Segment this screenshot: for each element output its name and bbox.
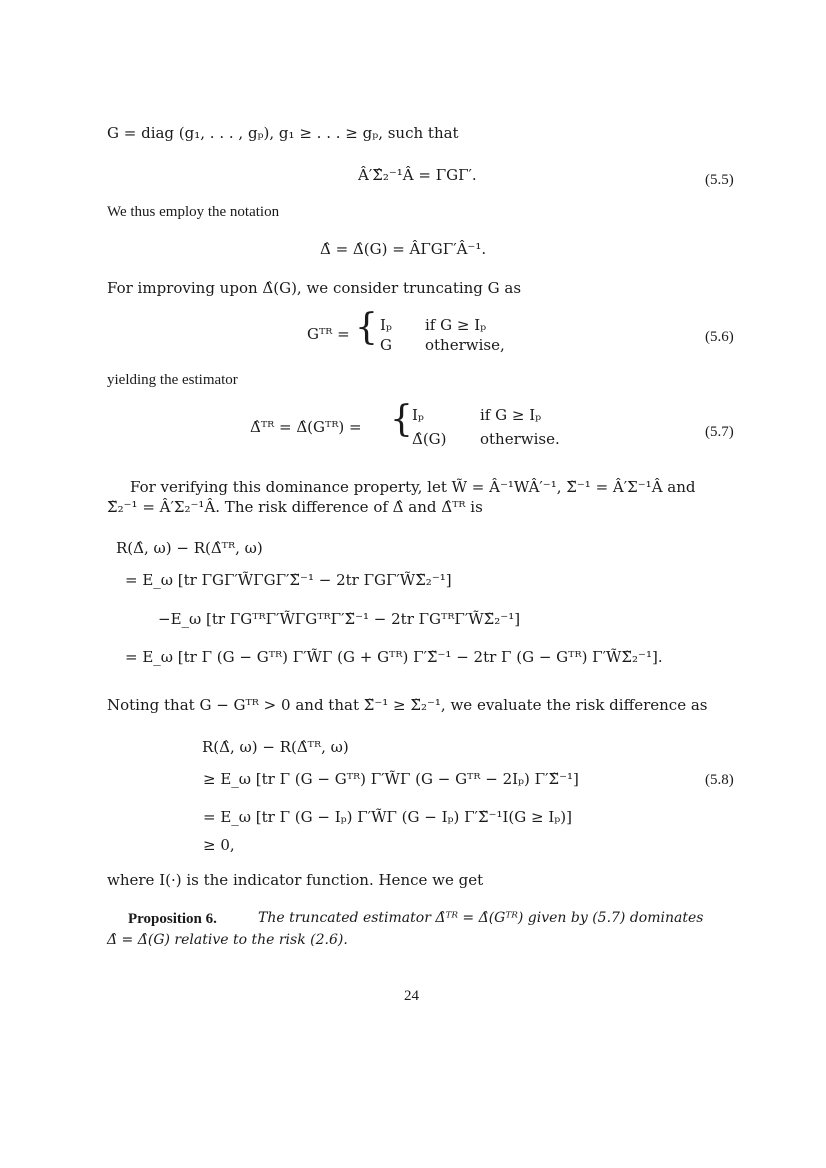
text-line-improving: For improving upon Δ̂(G), we consider truncating G as xyxy=(107,279,522,297)
text-line-verifying: For verifying this dominance property, let W̃ = Â⁻¹WÂ′⁻¹, Σ̃⁻¹ = Â′Σ⁻¹Â and xyxy=(130,478,696,496)
derivation-1-line-2: = E_ω [tr ΓGΓ′W̃ΓGΓ′Σ̃⁻¹ − 2tr ΓGΓ′W̃Σ̃₂⁻¹] xyxy=(125,571,452,589)
equation-number-5-8: (5.8) xyxy=(705,772,734,788)
derivation-1-line-4: = E_ω [tr Γ (G − Gᵀᴿ) Γ′W̃Γ (G + Gᵀᴿ) Γ′Σ̃⁻¹ − 2tr Γ (G − Gᵀᴿ) Γ′W̃Σ̃₂⁻¹]. xyxy=(125,648,663,666)
equation-5-6-case1-cond: if G ≥ Iₚ xyxy=(425,316,487,334)
equation-number-5-7: (5.7) xyxy=(705,424,734,440)
equation-delta-hat: Δ̂ = Δ̂(G) = ÂΓGΓ′Â⁻¹. xyxy=(320,240,487,258)
equation-number-5-5: (5.5) xyxy=(705,172,734,188)
equation-number-5-6: (5.6) xyxy=(705,329,734,345)
derivation-1-line-3: −E_ω [tr ΓGᵀᴿΓ′W̃ΓGᵀᴿΓ′Σ̃⁻¹ − 2tr ΓGᵀᴿΓ′W̃Σ̃₂⁻¹] xyxy=(158,610,521,628)
equation-5-7-case1-cond: if G ≥ Iₚ xyxy=(480,406,542,424)
proposition-label: Proposition 6. xyxy=(128,911,217,927)
equation-5-5: Â′Σ̂₂⁻¹Â = ΓGΓ′. xyxy=(358,166,477,184)
brace-5-6: { xyxy=(355,307,378,348)
text-line-risk-difference-intro: Σ̃₂⁻¹ = Â′Σ₂⁻¹Â. The risk difference of Δ̂ and Δ̂ᵀᴿ is xyxy=(107,498,483,516)
text-line-yielding: yielding the estimator xyxy=(107,372,238,388)
text-line-noting: Noting that G − Gᵀᴿ > 0 and that Σ̃⁻¹ ≥ Σ̃₂⁻¹, we evaluate the risk difference as xyxy=(107,696,708,714)
page-number: 24 xyxy=(404,988,419,1004)
derivation-2-line-2: ≥ E_ω [tr Γ (G − Gᵀᴿ) Γ′W̃Γ (G − Gᵀᴿ − 2Iₚ) Γ′Σ̃⁻¹] xyxy=(203,770,579,788)
derivation-2-line-1: R(Δ̂, ω) − R(Δ̂ᵀᴿ, ω) xyxy=(202,738,349,756)
equation-5-6-case2-cond: otherwise, xyxy=(425,336,505,354)
equation-5-7-case1-value: Iₚ xyxy=(412,406,424,424)
text-line-notation: We thus employ the notation xyxy=(107,204,280,220)
equation-5-7-case2-cond: otherwise. xyxy=(480,430,560,448)
text-line-g-diag: G = diag (g₁, . . . , gₚ), g₁ ≥ . . . ≥ gₚ, such that xyxy=(107,124,459,142)
equation-5-6-case2-value: G xyxy=(380,336,392,354)
derivation-2-line-3: = E_ω [tr Γ (G − Iₚ) Γ′W̃Γ (G − Iₚ) Γ′Σ̃⁻¹I(G ≥ Iₚ)] xyxy=(203,808,572,826)
proposition-text-line-1: The truncated estimator Δ̂ᵀᴿ = Δ̂(Gᵀᴿ) given by (5.7) dominates xyxy=(258,910,704,926)
equation-5-6-case1-value: Iₚ xyxy=(380,316,392,334)
derivation-2-line-4: ≥ 0, xyxy=(203,836,235,854)
text-line-indicator: where I(·) is the indicator function. Hence we get xyxy=(107,871,484,889)
derivation-1-line-1: R(Δ̂, ω) − R(Δ̂ᵀᴿ, ω) xyxy=(116,539,263,557)
proposition-text-line-2: Δ̂ = Δ̂(G) relative to the risk (2.6). xyxy=(107,932,348,948)
brace-5-7: { xyxy=(390,399,413,440)
equation-5-7-lhs: Δ̂ᵀᴿ = Δ̂(Gᵀᴿ) = xyxy=(250,418,362,436)
equation-5-7-case2-value: Δ̂(G) xyxy=(412,430,447,448)
equation-5-6-lhs: Gᵀᴿ = xyxy=(307,325,350,343)
